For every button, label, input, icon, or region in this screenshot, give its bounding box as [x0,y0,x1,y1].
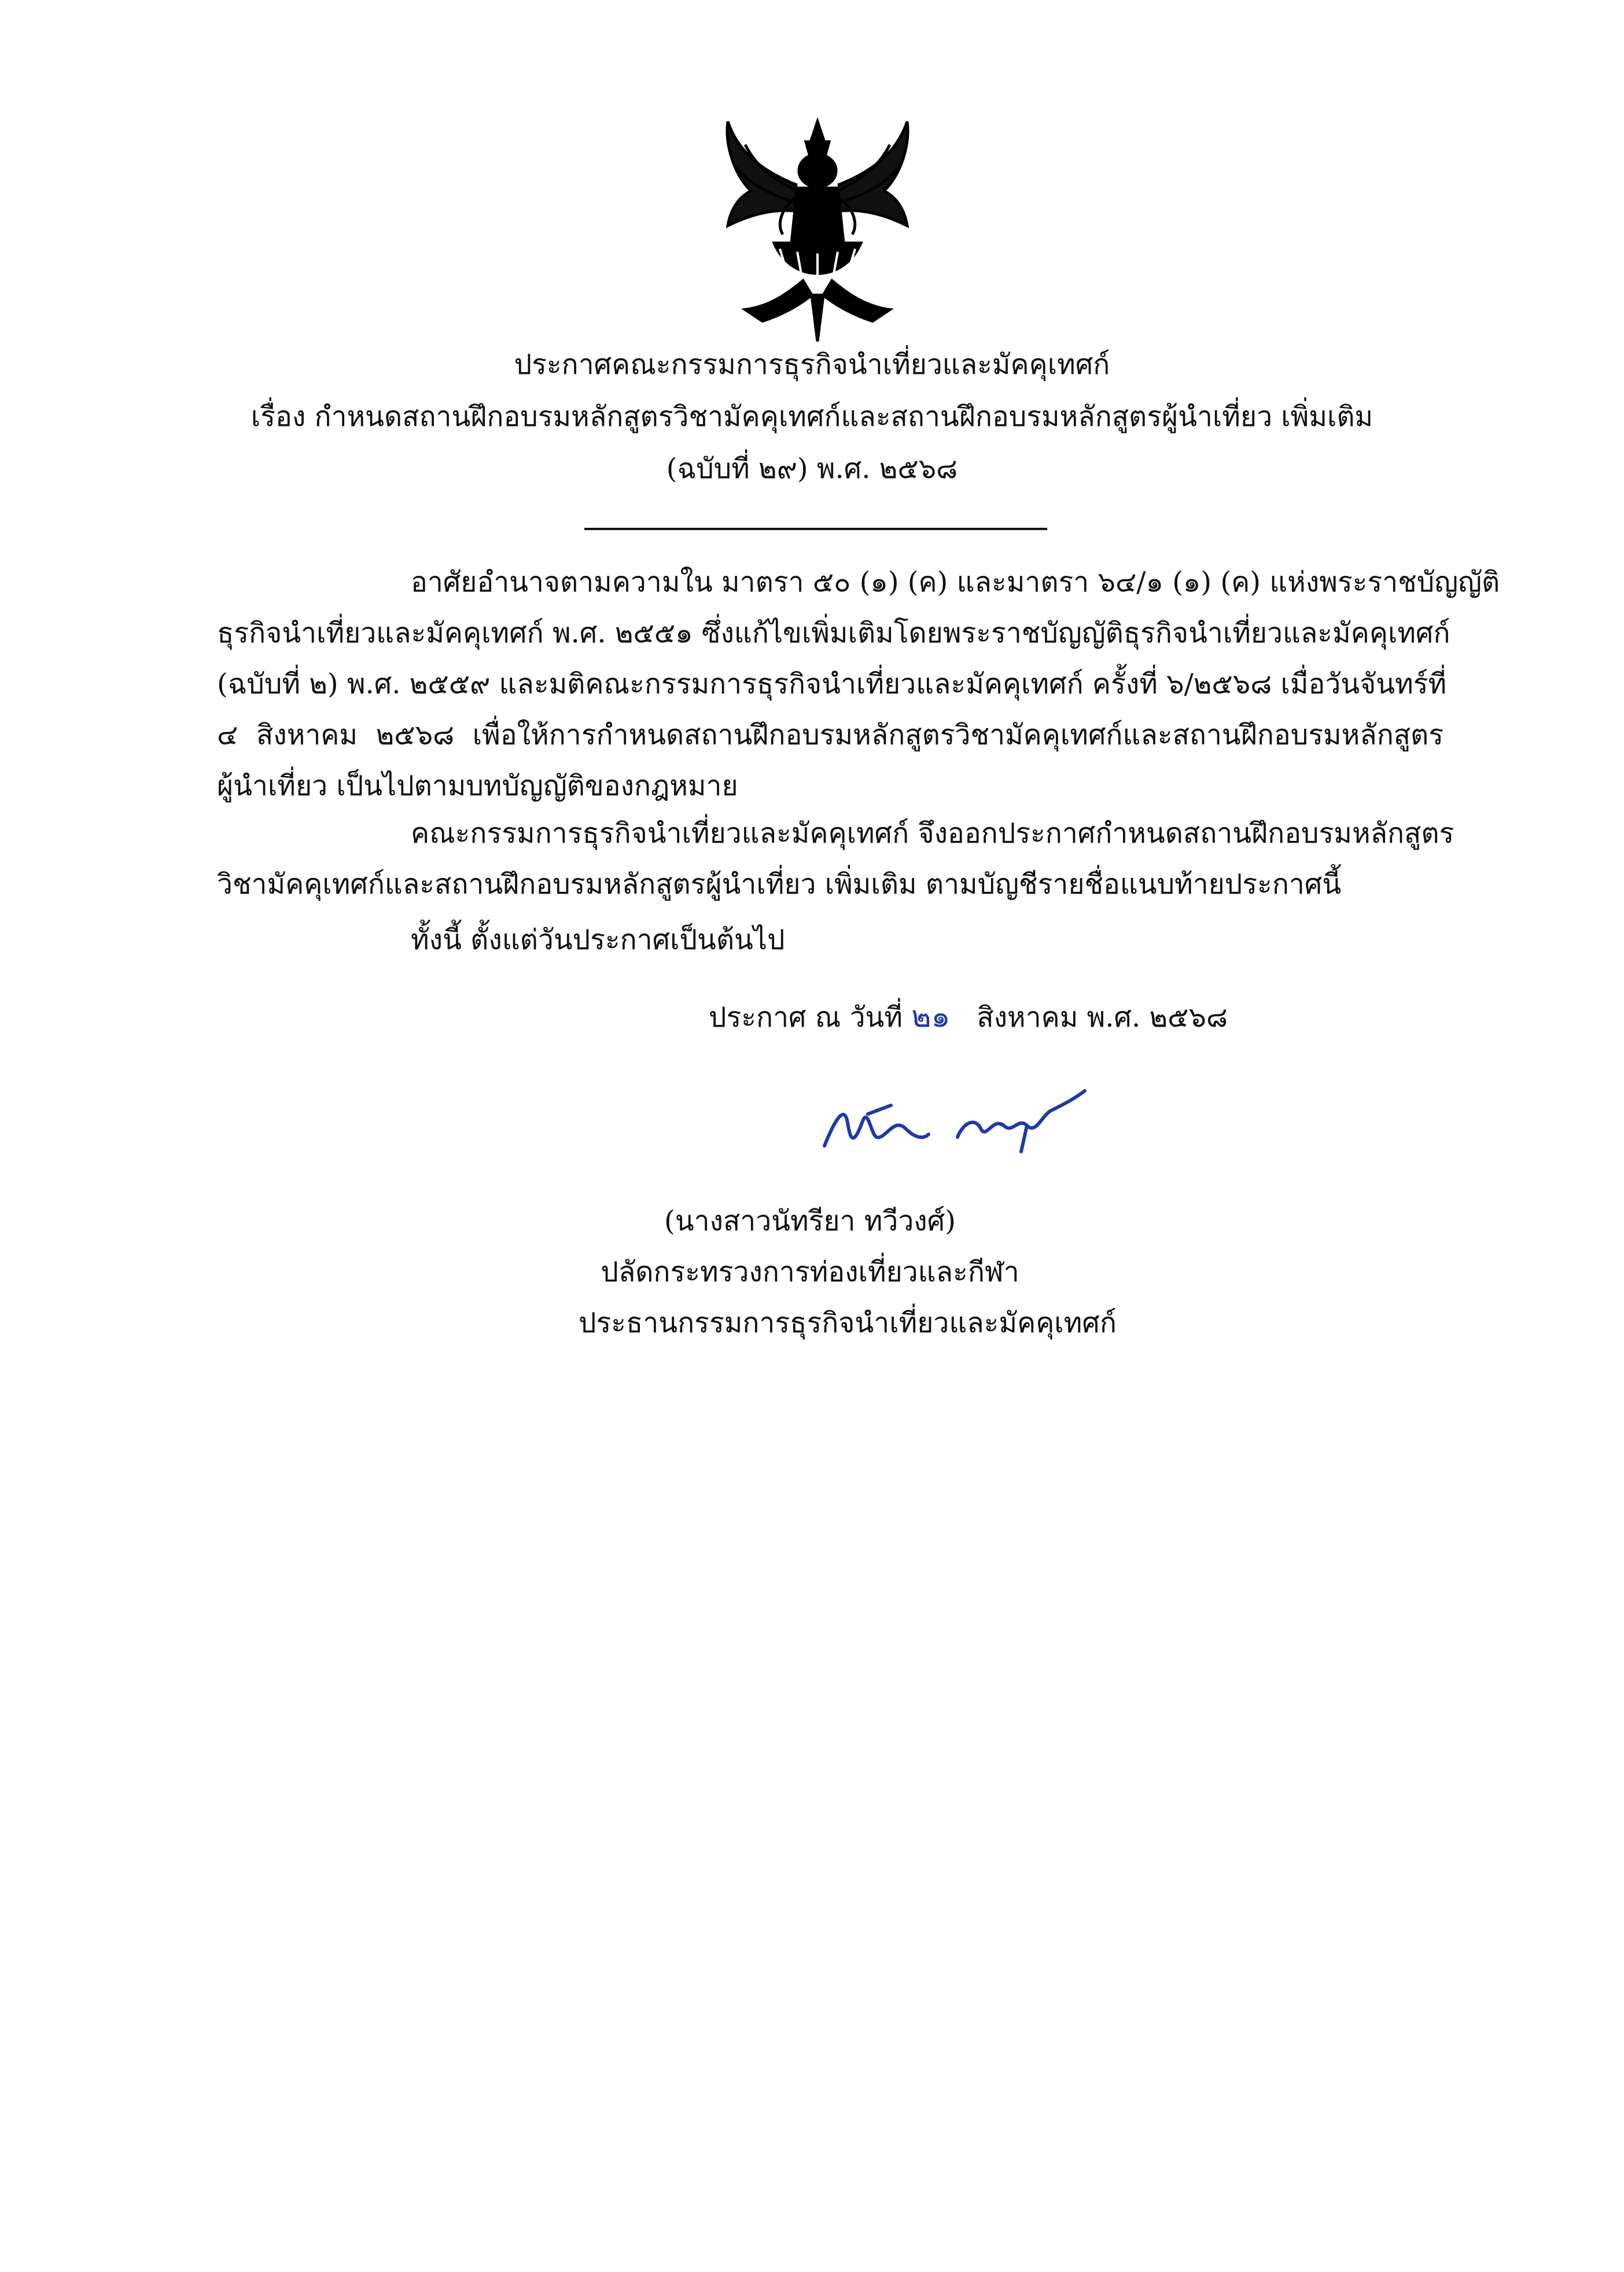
signer-position-1: ปลัดกระทรวงการท่องเที่ยวและกีฬา [601,1256,1019,1288]
announcement-date [709,999,1228,1035]
paragraph-1-line-2: ธุรกิจนำเที่ยวและมัคคุเทศก์ พ.ศ. ๒๕๕๑ ซึ่งแก้ไขเพิ่มเติมโดยพระราชบัญญัติธุรกิจนำเที่ยวและมัคคุเทศก์ [217,617,1450,649]
header-divider [584,528,1047,530]
paragraph-1-line-1: อาศัยอำนาจตามความใน มาตรา ๕๐ (๑) (ค) และมาตรา ๖๔/๑ (๑) (ค) แห่งพระราชบัญญัติ [411,566,1500,598]
announcement-edition: (ฉบับที่ ๒๙) พ.ศ. ๒๕๖๘ [666,453,958,485]
paragraph-2-line-1: คณะกรรมการธุรกิจนำเที่ยวและมัคคุเทศก์ จึงออกประกาศกำหนดสถานฝึกอบรมหลักสูตร [411,817,1454,850]
announcement-subject: เรื่อง กำหนดสถานฝึกอบรมหลักสูตรวิชามัคคุเทศก์และสถานฝึกอบรมหลักสูตรผู้นำเที่ยว เพิ่มเติม [251,400,1373,433]
signer-name: (นางสาวนัทรียา ทวีวงศ์) [664,1205,956,1237]
announcement-title: ประกาศคณะกรรมการธุรกิจนำเที่ยวและมัคคุเทศก์ [514,348,1110,381]
date-prefix: ประกาศ ณ วันที่ [709,1001,903,1034]
handwritten-signature [813,1082,1102,1169]
paragraph-1-line-5: ผู้นำเที่ยว เป็นไปตามบทบัญญัติของกฎหมาย [217,770,738,802]
signer-position-2: ประธานกรรมการธุรกิจนำเที่ยวและมัคคุเทศก์ [579,1307,1117,1339]
date-day: ๒๑ [911,999,951,1034]
paragraph-3: ทั้งนี้ ตั้งแต่วันประกาศเป็นต้นไป [411,924,785,956]
paragraph-1-line-4: ๔ สิงหาคม ๒๕๖๘ เพื่อให้การกำหนดสถานฝึกอบรมหลักสูตรวิชามัคคุเทศก์และสถานฝึกอบรมหลักสูตร [217,719,1443,751]
date-rest: สิงหาคม พ.ศ. ๒๕๖๘ [977,1001,1228,1034]
paragraph-2-line-2: วิชามัคคุเทศก์และสถานฝึกอบรมหลักสูตรผู้นำเที่ยว เพิ่มเติม ตามบัญชีรายชื่อแนบท้ายประกาศนี้ [217,868,1342,900]
paragraph-1-line-3: (ฉบับที่ ๒) พ.ศ. ๒๕๕๙ และมติคณะกรรมการธุรกิจนำเที่ยวและมัคคุเทศก์ ครั้งที่ ๖/๒๕๖๘ เมื่อวันจันทร์ที่ [217,668,1447,700]
garuda-emblem-icon [710,110,925,347]
